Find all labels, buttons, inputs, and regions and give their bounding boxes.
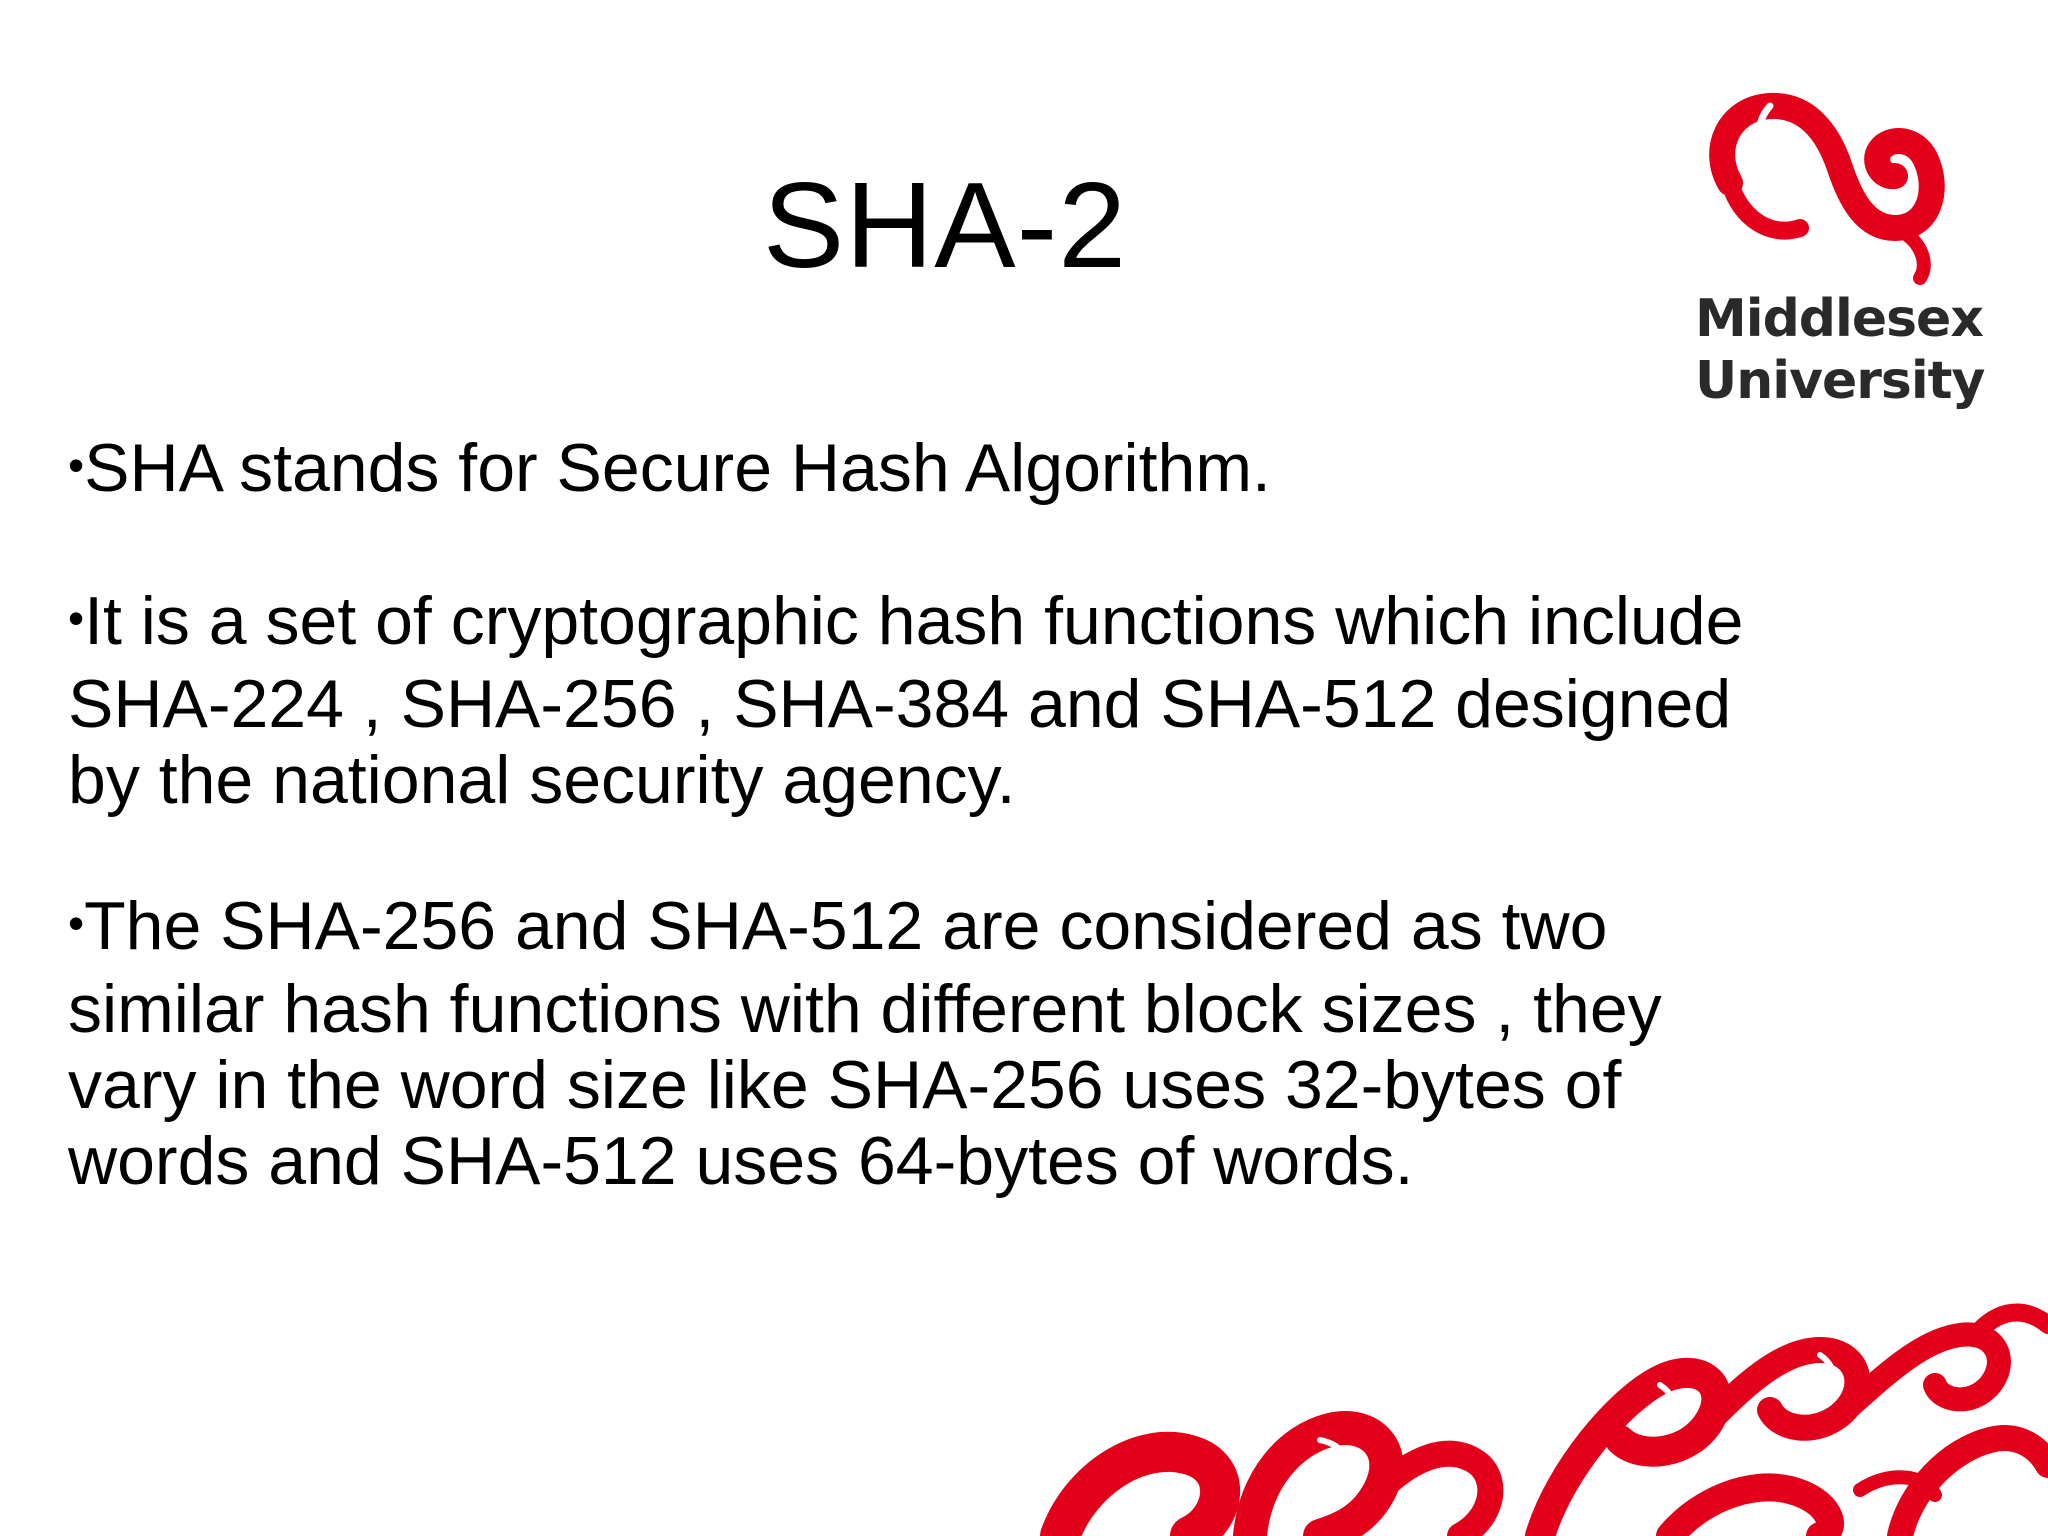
logo-line-1: Middlesex: [1695, 289, 1983, 349]
bullet-item: [68, 583, 1788, 818]
bullet-text: The SHA-256 and SHA-512 are considered as two similar hash functions with different block sizes , they vary in the word size like SHA-256 uses 32-bytes of words and SHA-512 uses 64-bytes of words.: [68, 888, 1662, 1199]
logo-line-2: University: [1695, 351, 1985, 411]
decorative-swirl-icon: [1020, 1290, 2048, 1536]
bullet-icon: •: [68, 439, 85, 491]
bullet-text: It is a set of cryptographic hash functions which include SHA-224 , SHA-256 , SHA-384 and SHA-512 designed by the national security agency.: [68, 583, 1744, 818]
logo-swirl-icon: [1690, 88, 1960, 318]
bullet-item: [68, 430, 1788, 513]
logo-wordmark: [1695, 288, 1984, 412]
bullet-icon: •: [68, 592, 85, 644]
bullet-icon: •: [68, 897, 85, 949]
slide-title: SHA-2: [762, 157, 1128, 293]
bullet-text: SHA stands for Secure Hash Algorithm.: [84, 430, 1271, 506]
bullet-list: [68, 430, 1788, 1269]
university-logo: [1690, 88, 1985, 418]
bullet-item: [68, 888, 1788, 1199]
